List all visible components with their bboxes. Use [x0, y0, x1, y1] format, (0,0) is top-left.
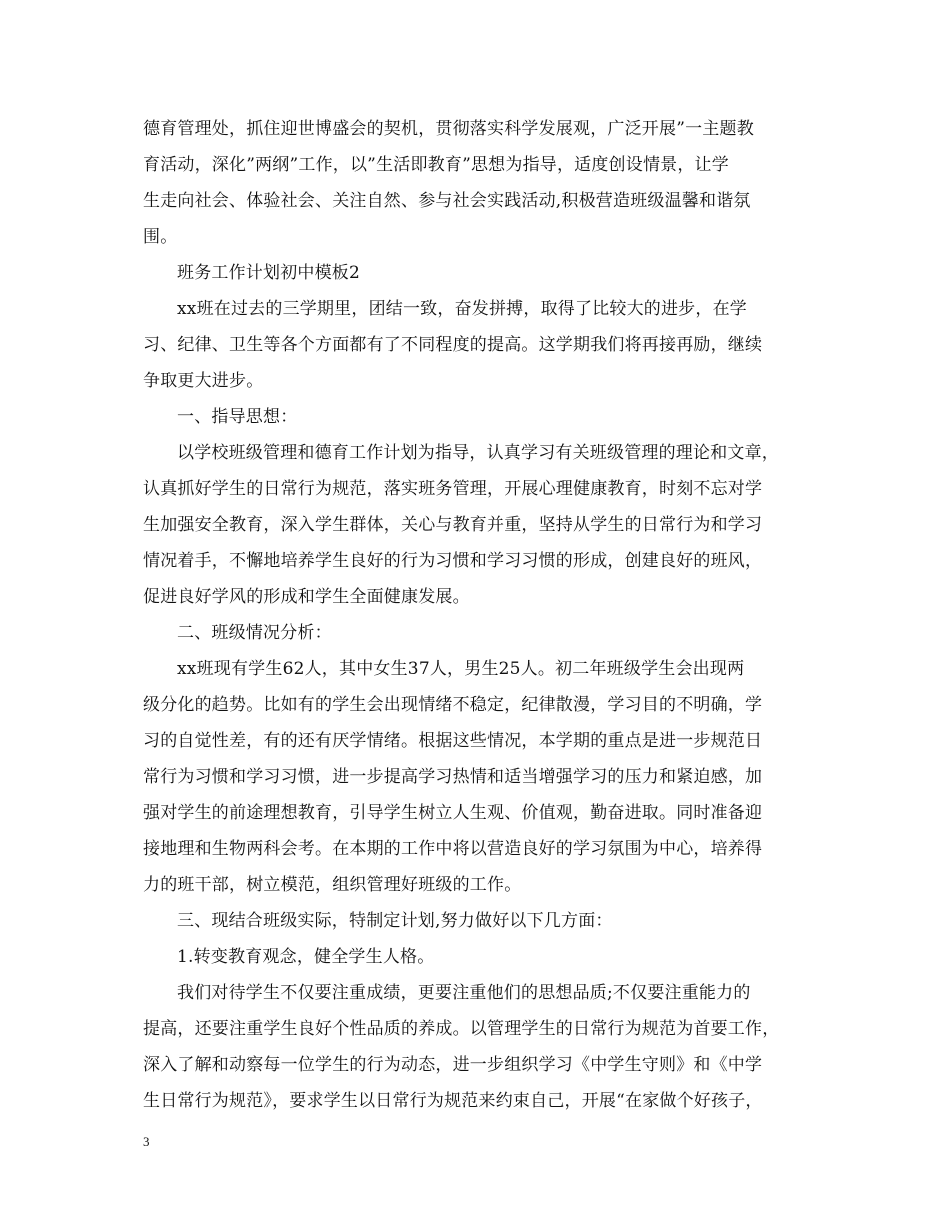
- text-line: 以学校班级管理和德育工作计划为指导，认真学习有关班级管理的理论和文章，: [177, 443, 779, 463]
- text-line: 情况着手，不懈地培养学生良好的行为习惯和学习习惯的形成，创建良好的班风，: [143, 551, 763, 571]
- text-line: 习、纪律、卫生等各个方面都有了不同程度的提高。这学期我们将再接再励，继续: [143, 335, 763, 355]
- text-line: 级分化的趋势。比如有的学生会出现情绪不稳定，纪律散漫，学习目的不明确，学: [143, 695, 763, 715]
- text-line: 习的自觉性差，有的还有厌学情绪。根据这些情况，本学期的重点是进一步规范日: [143, 731, 763, 751]
- section-heading: 班务工作计划初中模板2: [177, 263, 361, 283]
- text-line: 常行为习惯和学习习惯，进一步提高学习热情和适当增强学习的压力和紧迫感，加: [143, 767, 763, 787]
- text-line: 促进良好学风的形成和学生全面健康发展。: [143, 587, 470, 607]
- text-line: 生走向社会、体验社会、关注自然、参与社会实践活动,积极营造班级温馨和谐氛: [143, 191, 751, 211]
- text-line: 生加强安全教育，深入学生群体，关心与教育并重，坚持从学生的日常行为和学习: [143, 515, 763, 535]
- text-line: 力的班干部，树立模范，组织管理好班级的工作。: [143, 875, 522, 895]
- text-line: 接地理和生物两科会考。在本期的工作中将以营造良好的学习氛围为中心，培养得: [143, 839, 763, 859]
- section-heading: 二、班级情况分析：: [177, 623, 332, 643]
- text-line: 围。: [143, 227, 178, 247]
- page-number: 3: [143, 1134, 150, 1149]
- section-heading: 一、指导思想：: [177, 407, 298, 427]
- text-line: xx班现有学生62人，其中女生37人，男生25人。初二年班级学生会出现两: [177, 659, 745, 679]
- text-line: 认真抓好学生的日常行为规范，落实班务管理，开展心理健康教育，时刻不忘对学: [143, 479, 763, 499]
- text-line: 生日常行为规范》，要求学生以日常行为规范来约束自己，开展“在家做个好孩子，: [143, 1091, 763, 1111]
- text-line: 我们对待学生不仅要注重成绩，更要注重他们的思想品质;不仅要注重能力的: [177, 983, 751, 1003]
- subsection-heading: 1.转变教育观念，健全学生人格。: [177, 947, 435, 967]
- text-line: 强对学生的前途理想教育，引导学生树立人生观、价值观，勤奋进取。同时准备迎: [143, 803, 763, 823]
- text-line: xx班在过去的三学期里，团结一致，奋发拼搏，取得了比较大的进步，在学: [177, 299, 747, 319]
- text-line: 争取更大进步。: [143, 371, 264, 391]
- text-line: 德育管理处，抓住迎世博盛会的契机，贯彻落实科学发展观，广泛开展”一主题教: [143, 119, 754, 139]
- text-line: 提高，还要注重学生良好个性品质的养成。以管理学生的日常行为规范为首要工作，: [143, 1019, 780, 1039]
- section-heading: 三、现结合班级实际，特制定计划,努力做好以下几方面：: [177, 911, 613, 931]
- text-line: 育活动，深化”两纲”工作，以”生活即教育”思想为指导，适度创设情景，让学: [143, 155, 729, 175]
- text-line: 深入了解和动察每一位学生的行为动态，进一步组织学习《中学生守则》和《中学: [143, 1055, 763, 1075]
